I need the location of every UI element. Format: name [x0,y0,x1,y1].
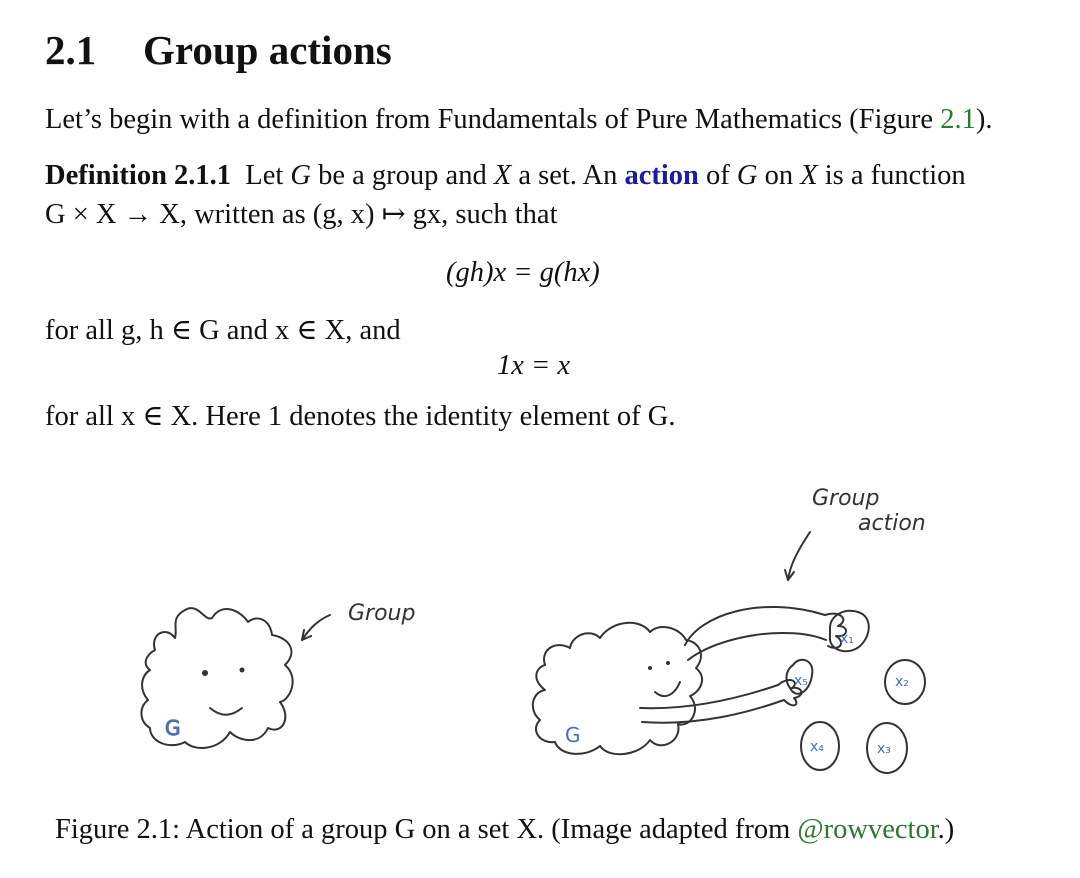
symbol-X: X [493,160,512,191]
right-blob-smile [655,682,680,696]
upper-arm-bottom [688,633,826,660]
caption-text: Figure 2.1: Action of a group G on a set X. (Image adapted from [55,814,798,845]
section-title: Group actions [143,27,392,73]
figure-ref-link[interactable]: 2.1 [940,104,976,135]
symbol-X: X [800,160,818,191]
symbol-G: G [736,160,758,191]
left-eye [202,670,208,676]
label-x4: x₄ [810,739,824,755]
label-x5: x₅ [794,673,808,689]
for-all-line-1: for all g, h ∈ G and x ∈ X, and [45,315,401,346]
symbol-G: G [290,160,311,191]
label-G-left: G [165,716,181,740]
figure-caption [55,814,954,846]
definition-line-2: G × X → X, written as (g, x) ↦ gx, such that [45,199,558,230]
label-x1: x₁ [840,631,854,647]
label-G-right: G [565,723,581,747]
intro-end: ). [975,104,993,135]
right-blob-eye-1 [648,666,652,670]
section-heading [45,26,392,74]
intro-paragraph [45,104,992,136]
def-text: is a function [817,160,966,191]
def-text: of [698,160,737,191]
label-x2: x₂ [895,674,909,690]
def-text: Let [245,160,291,191]
right-eye [240,668,245,673]
for-all-line-2: for all x ∈ X. Here 1 denotes the identity element of G. [45,401,676,432]
group-blob-left [141,608,292,748]
section-number: 2.1 [45,27,97,73]
equation-identity: 1x = x [497,350,571,381]
rowvector-link[interactable]: @rowvector [797,814,938,845]
right-blob-eye-2 [666,661,670,665]
label-x3: x₃ [877,741,891,757]
group-arrow-left [302,601,415,640]
upper-arm-top [685,607,825,645]
caption-suffix: .) [937,814,955,845]
def-text: on [757,160,801,191]
intro-text: Let’s begin with a definition from Fundamentals of Pure Mathematics (Figure [45,104,941,135]
label-group: Group [348,601,416,626]
def-text: a set. An [511,160,625,191]
equation-associativity: (gh)x = g(hx) [446,257,600,288]
group-action-figure [0,460,1080,800]
label-group-action-2: action [858,511,926,536]
smile [210,708,242,715]
action-term: action [624,160,699,191]
definition-label: Definition 2.1.1 [45,160,232,191]
label-group-action-1: Group [812,486,880,511]
group-action-annotation [785,486,926,580]
lower-arm-top [640,685,778,708]
def-text: be a group and [311,160,494,191]
definition-line-1 [45,160,966,192]
lower-arm-bottom [642,700,784,723]
